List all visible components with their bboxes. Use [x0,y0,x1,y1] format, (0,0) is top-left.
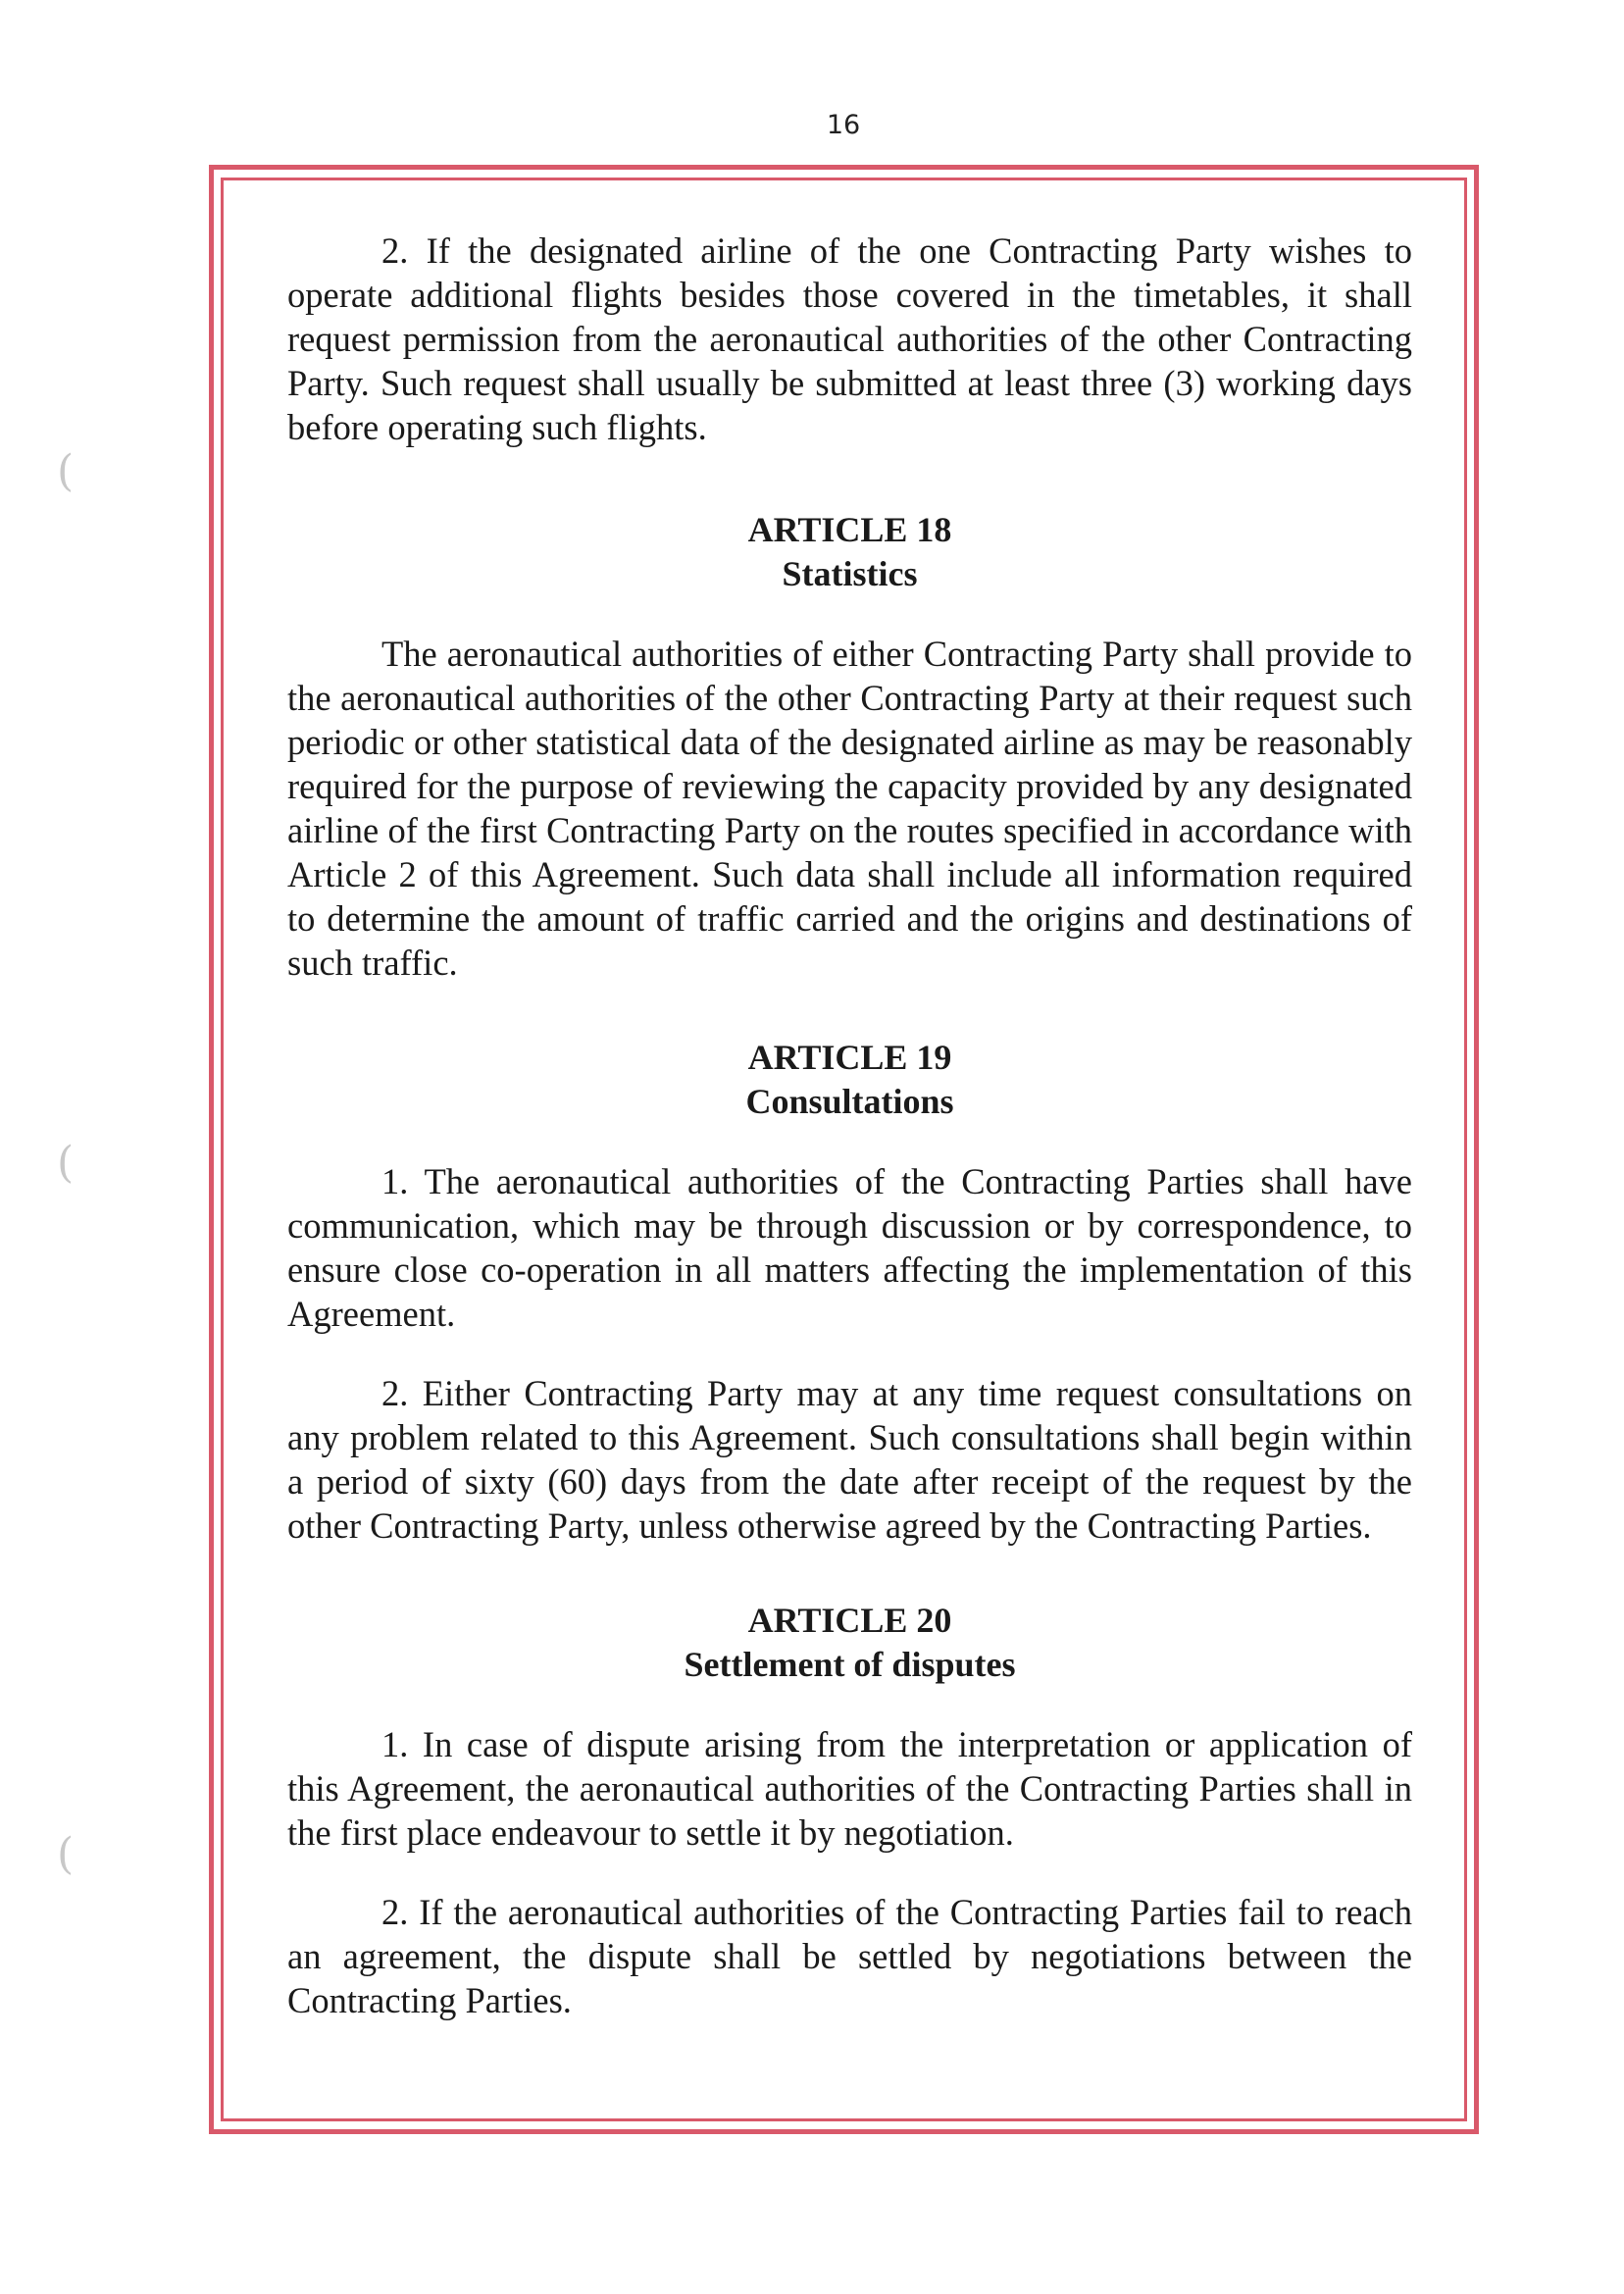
article-18-paragraph-1: The aeronautical authorities of either Contracting Party shall provide to the aeronautical authorities of the other Contracting Party at their request such periodic or other statistical data of the designated airline as may be reasonably required for the purpose of reviewing the capacity provided by any designated airline of the first Contracting Party on the routes specified in accordance with Article 2 of this Agreement. Such data shall include all information required to determine the amount of traffic carried and the origins and destinations of such traffic. [287,634,1412,983]
article-20-paragraph-1: 1. In case of dispute arising from the interpretation or application of this Agreement, the aeronautical authorities of the Contracting Parties shall in the first place endeavour to settle it by negotiation. [287,1724,1412,1853]
margin-punch-mark: ( [57,1138,75,1188]
article-20 [287,1599,1412,2022]
article-18-title: Statistics [782,554,918,593]
intro-paragraph: 2. If the designated airline of the one Contracting Party wishes to operate additional flights besides those covered in the timetables, it shall request permission from the aeronautical authorities of the other Contracting Party. Such request shall usually be submitted at least three (3) working days before operating such flights. [287,230,1412,447]
article-19-number: ARTICLE 19 [747,1038,952,1077]
article-20-title: Settlement of disputes [684,1645,1016,1684]
article-19-title: Consultations [745,1082,954,1121]
article-19 [287,1036,1412,1548]
article-20-paragraph-2: 2. If the aeronautical authorities of the Contracting Parties fail to reach an agreement, the dispute shall be settled by negotiations between the Contracting Parties. [287,1892,1412,2020]
margin-punch-mark: ( [57,1829,75,1879]
article-19-paragraph-1: 1. The aeronautical authorities of the Contracting Parties shall have communication, which may be through discussion or by correspondence, to ensure close co-operation in all matters affecting the implementation of this Agreement. [287,1161,1412,1334]
article-18 [287,508,1412,985]
page-number: 16 [826,110,861,140]
document-body [287,229,1412,2022]
article-18-number: ARTICLE 18 [747,510,952,549]
margin-punch-mark: ( [57,446,75,496]
article-20-number: ARTICLE 20 [747,1601,952,1640]
article-19-paragraph-2: 2. Either Contracting Party may at any time request consultations on any problem related to this Agreement. Such consultations shall begin within a period of sixty (60) days from the date after receipt of the request by the other Contracting Party, unless otherwise agreed by the Contracting Parties. [287,1373,1412,1546]
